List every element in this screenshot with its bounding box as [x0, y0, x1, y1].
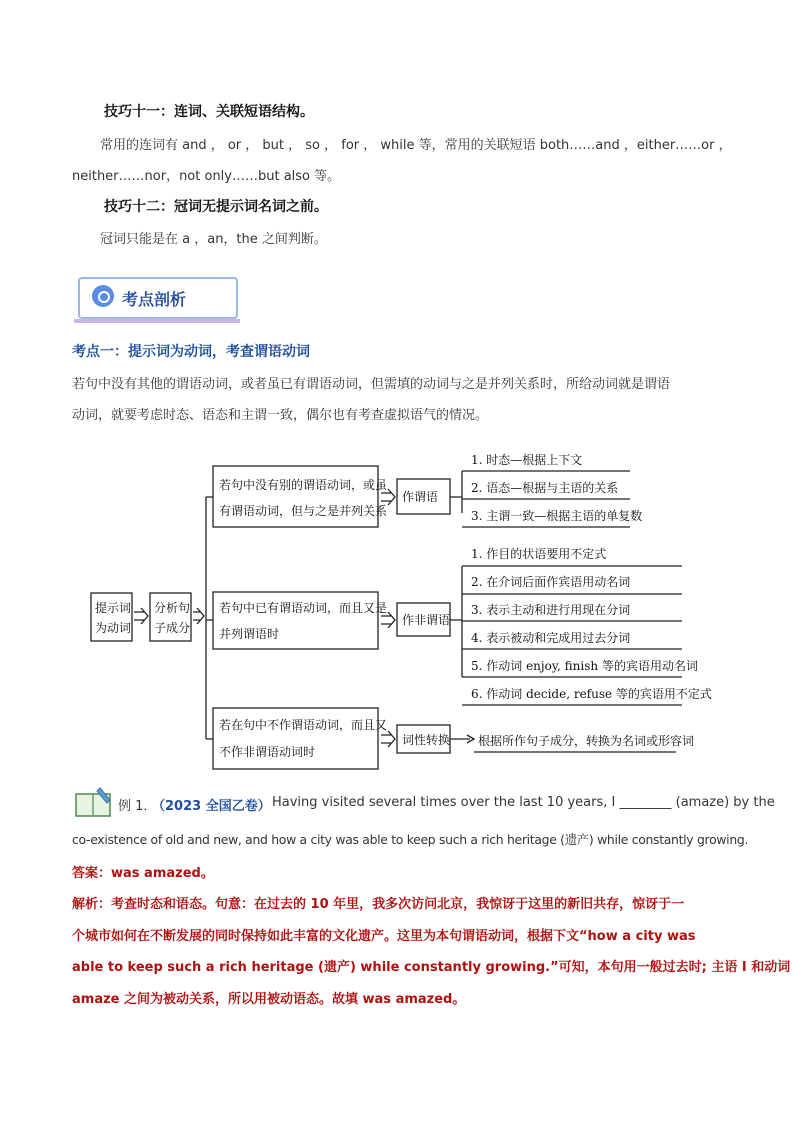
root-node-line1: 提示词	[95, 601, 132, 615]
tip11-heading: 技巧十一：连词、关联短语结构。	[104, 104, 314, 120]
example1-analysis-line4: amaze 之间为被动关系，所以用被动语态。故填 was amazed。	[72, 992, 466, 1007]
branch3-condition-line2: 不作非谓语动词时	[219, 745, 316, 759]
example1-answer: 答案：was amazed。	[72, 866, 214, 881]
example1-prefix: 例 1．	[118, 799, 157, 814]
branch1-item: 1. 时态—根据上下文	[471, 453, 583, 467]
branch1-condition-line1: 若句中没有别的谓语动词，或虽	[219, 478, 388, 492]
point1-line1: 若句中没有其他的谓语动词，或者虽已有谓语动词，但需填的动词与之是并列关系时，所给动词就是谓语	[72, 377, 671, 392]
branch2-condition-line2: 并列谓语时	[219, 627, 280, 641]
branch1-item: 3. 主谓一致—根据主语的单复数	[471, 509, 643, 523]
point1-title: 考点一：提示词为动词，考查谓语动词	[72, 344, 310, 360]
tip11-line1: 常用的连词有 and ， or ， but ， so ， for ， while 等，常用的关联短语 both……and ，either……or ，	[100, 138, 732, 153]
example1-analysis-line2: 个城市如何在不断发展的同时保持如此丰富的文化遗产。这里为本句谓语动词，根据下文“how a city was	[72, 929, 696, 944]
book-pen-icon	[74, 786, 114, 818]
branch2-item: 1. 作目的状语要用不定式	[471, 547, 607, 561]
analyze-node-line1: 分析句	[154, 601, 191, 615]
example1-text2: co-existence of old and new, and how a city was able to keep such a rich heritage (遗产) while constantly growing.	[72, 832, 749, 847]
tip12-line1: 冠词只能是在 a ，an，the 之间判断。	[100, 232, 327, 247]
example1-text1: Having visited several times over the last 10 years, I ________ (amaze) by the	[272, 795, 775, 810]
example1-analysis-line1: 解析：考查时态和语态。句意：在过去的 10 年里，我多次访问北京，我惊讶于这里的新旧共存，惊讶于一	[72, 897, 685, 912]
branch3-condition-line1: 若在句中不作谓语动词，而且又	[219, 718, 388, 732]
point1-line2: 动词，就要考虑时态、语态和主谓一致，偶尔也有考查虚拟语气的情况。	[72, 408, 489, 423]
branch2-item: 5. 作动词 enjoy, finish 等的宾语用动名词	[471, 659, 698, 673]
root-node-line2: 为动词	[95, 621, 132, 635]
branch2-item: 6. 作动词 decide, refuse 等的宾语用不定式	[471, 687, 712, 701]
branch2-item: 2. 在介词后面作宾语用动名词	[471, 575, 631, 589]
banner-label: 考点剖析	[122, 290, 187, 309]
tip12-heading: 技巧十二：冠词无提示词名词之前。	[104, 199, 328, 215]
example1-analysis-line3: able to keep such a rich heritage (遗产) while constantly growing.”可知，本句用一般过去时; 主语 I 和动词	[72, 960, 791, 975]
branch2-item: 4. 表示被动和完成用过去分词	[471, 631, 631, 645]
branch3-item: 根据所作句子成分，转换为名词或形容词	[478, 734, 695, 748]
branch2-result: 作非谓语	[402, 613, 451, 627]
branch2-condition-line1: 若句中已有谓语动词，而且又是	[219, 601, 388, 615]
analyze-node-line2: 子成分	[154, 621, 191, 635]
example1-source: （2023 全国乙卷）	[152, 799, 271, 814]
branch1-item: 2. 语态—根据与主语的关系	[471, 481, 619, 495]
tip11-line2: neither……nor，not only……but also 等。	[72, 169, 341, 184]
branch3-result: 词性转换	[402, 733, 451, 747]
branch1-result: 作谓语	[402, 490, 439, 504]
branch2-item: 3. 表示主动和进行用现在分词	[471, 603, 631, 617]
branch1-condition-line2: 有谓语动词，但与之是并列关系	[219, 504, 388, 518]
